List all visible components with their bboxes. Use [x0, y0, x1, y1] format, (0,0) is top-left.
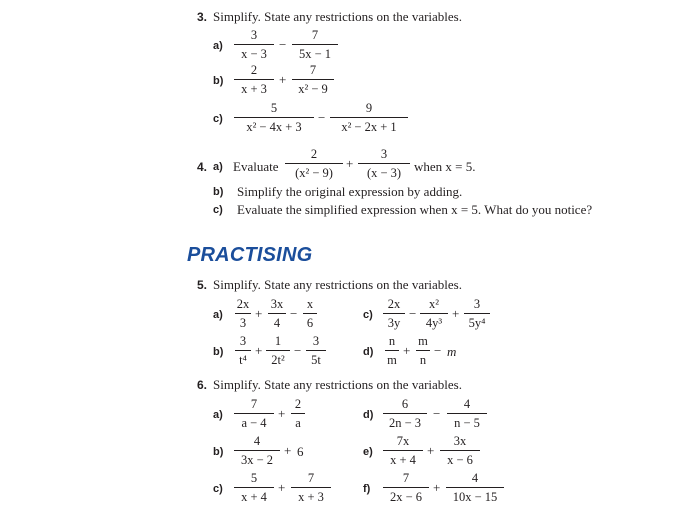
q6c-operator: + [278, 480, 286, 495]
q3a-fraction-2: 7 5x − 1 [292, 29, 338, 63]
q5d-operator-1: + [403, 343, 411, 358]
q6b-tail: 6 [297, 444, 304, 459]
q5d-tail: m [447, 344, 457, 359]
q4c-label: c) [213, 204, 223, 216]
q6e-fraction-1: 7x x + 4 [383, 435, 423, 469]
q5a-fraction-2: 3x 4 [268, 298, 286, 332]
q4b-label: b) [213, 186, 224, 198]
q3b-fraction-1: 2 x + 3 [234, 64, 274, 98]
q6f-fraction-1: 7 2x − 6 [383, 472, 429, 506]
q6a-fraction-2: 2 a [291, 398, 305, 432]
q5a-operator-1: + [255, 306, 263, 321]
q6e-fraction-2: 3x x − 6 [440, 435, 480, 469]
q6a-fraction-1: 7 a − 4 [234, 398, 274, 432]
q6e-label: e) [363, 446, 373, 458]
q6f-label: f) [363, 483, 371, 495]
q5a-label: a) [213, 309, 223, 321]
question-6-number: 6. [197, 378, 208, 392]
q3a-operator: − [279, 37, 287, 52]
q4b-text: Simplify the original expression by adding. [237, 184, 463, 199]
q4a-suffix: when x = 5. [414, 159, 476, 174]
q6b-fraction-1: 4 3x − 2 [234, 435, 280, 469]
q4c-text: Evaluate the simplified expression when x = 5. What do you notice? [237, 202, 593, 217]
q4a-fraction-1: 2 (x² − 9) [285, 148, 343, 182]
q3c-label: c) [213, 113, 223, 125]
q4a-fraction-2: 3 (x − 3) [358, 148, 410, 182]
q6d-operator: − [433, 406, 441, 421]
q3b-operator: + [279, 72, 287, 87]
q5a-fraction-1: 2x 3 [236, 297, 250, 330]
q3c-operator: − [318, 110, 326, 125]
q5a-operator-2: − [290, 306, 298, 321]
q3c-fraction-2: 9 x² − 2x + 1 [330, 102, 408, 136]
q6c-label: c) [213, 483, 223, 495]
q3b-label: b) [213, 75, 224, 87]
q6f-operator: + [433, 480, 441, 495]
q6d-label: d) [363, 409, 374, 421]
q5c-fraction-2: x² 4y³ [420, 298, 448, 332]
q6b-operator: + [284, 443, 292, 458]
q5d-operator-2: − [434, 343, 442, 358]
q5c-operator-2: + [452, 306, 460, 321]
q6e-operator: + [427, 443, 435, 458]
q3b-fraction-2: 7 x² − 9 [292, 64, 334, 98]
q5c-fraction-1: 2x 3y [383, 298, 405, 332]
q6b-label: b) [213, 446, 224, 458]
question-3-instruction: Simplify. State any restrictions on the variables. [213, 9, 462, 24]
q5b-label: b) [213, 346, 224, 358]
question-5-number: 5. [197, 278, 208, 292]
question-3-number: 3. [197, 10, 208, 24]
q6d-fraction-2: 4 n − 5 [447, 398, 487, 432]
q6d-fraction-1: 6 2n − 3 [383, 398, 427, 432]
q5d-fraction-2: m n [416, 335, 430, 369]
q5c-operator-1: − [409, 306, 417, 321]
q4a-label: a) [213, 161, 223, 173]
q5b-operator-2: − [294, 343, 302, 358]
q5b-fraction-3: 3 5t [306, 335, 326, 369]
q5d-label: d) [363, 346, 374, 358]
question-6-instruction: Simplify. State any restrictions on the variables. [213, 377, 462, 392]
q5a-fraction-3: x 6 [303, 298, 317, 332]
question-5-instruction: Simplify. State any restrictions on the variables. [213, 277, 462, 292]
q4a-prefix: Evaluate [233, 159, 279, 174]
q6a-label: a) [213, 409, 223, 421]
question-4-number: 4. [197, 160, 208, 174]
q5b-operator-1: + [255, 343, 263, 358]
q3a-label: a) [213, 40, 223, 52]
q6c-fraction-1: 5 x + 4 [234, 472, 274, 506]
q5b-fraction-2: 1 2t² [266, 335, 290, 369]
q6f-fraction-2: 4 10x − 15 [446, 472, 504, 506]
q4a-operator: + [346, 156, 354, 171]
q6c-fraction-2: 7 x + 3 [291, 472, 331, 506]
q5c-fraction-3: 3 5y⁴ [464, 298, 490, 332]
q3a-fraction-1: 3 x − 3 [234, 29, 274, 63]
q5d-fraction-1: n m [385, 335, 399, 369]
q3c-fraction-1: 5 x² − 4x + 3 [234, 102, 314, 136]
q5c-label: c) [363, 309, 373, 321]
q6a-operator: + [278, 406, 286, 421]
q5b-fraction-1: 3 t⁴ [235, 335, 251, 369]
section-heading: PRACTISING [187, 244, 313, 266]
